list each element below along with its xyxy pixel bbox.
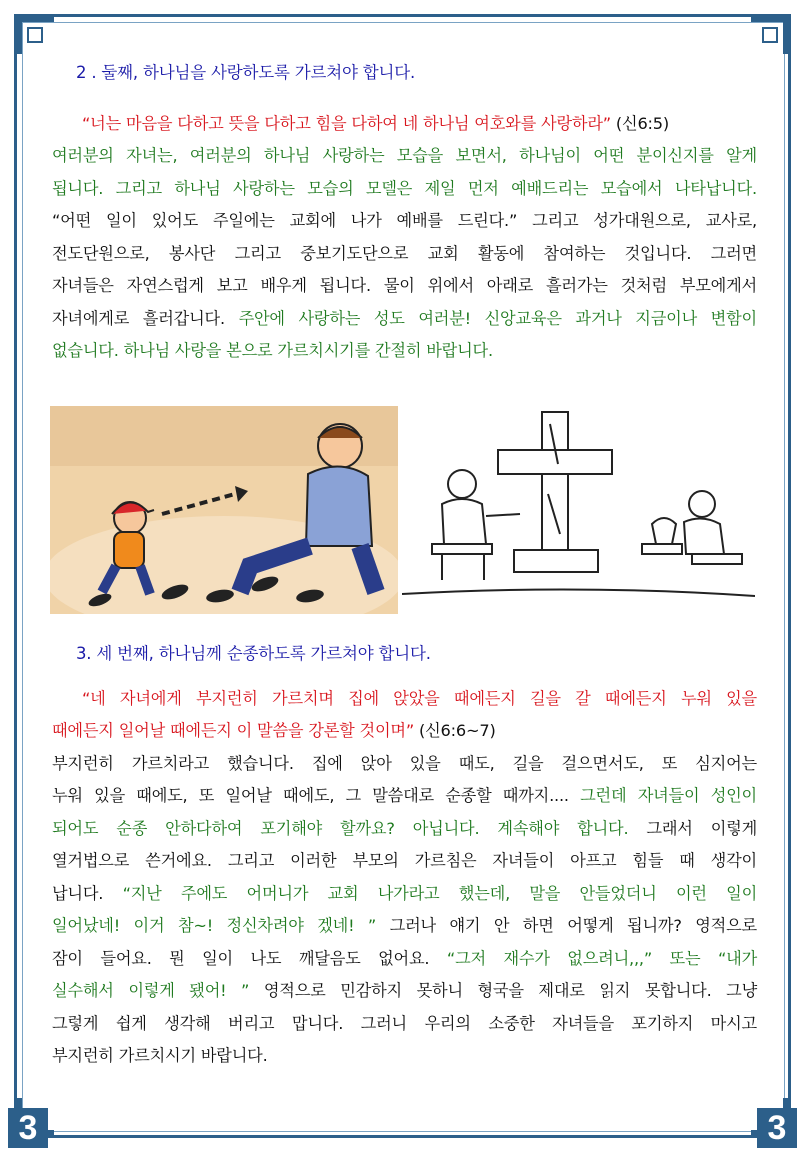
- section3-text-line: [52, 975, 757, 1008]
- section2-text-line: [52, 173, 757, 206]
- section3-text-line: [52, 813, 757, 846]
- section3-text-run: “지난 주에도 어머니가 교회 나가라고 했는데, 말을 안들었더니 이런 일이: [122, 883, 758, 903]
- section3-text-run: (신6:6~7): [414, 721, 496, 740]
- section-2-body: [52, 108, 757, 368]
- section3-text-line: [52, 715, 757, 748]
- section3-text-line: [52, 780, 757, 813]
- section3-text-line: [52, 683, 757, 716]
- section3-text-run: 영적으로 민감하지 못하니 형국을 제대로 읽지 못합니다. 그냥: [249, 981, 758, 1000]
- section2-text-run: 자녀들은 자연스럽게 보고 배우게 됩니다. 물이 위에서 아래로 흘러가는 것처럼 부모에게서: [52, 276, 757, 295]
- section3-text-run: 누워 있을 때에도, 또 일어날 때에도, 그 말씀대로 순종할 때까지....: [52, 786, 581, 805]
- section3-text-run: 열거법으로 쓴거에요. 그리고 이러한 부모의 가르침은 자녀들이 아프고 힘들 때 생각이: [52, 851, 757, 870]
- section3-text-run: 되어도 순종 안하다하여 포기해야 할까요? 아닙니다. 계속해야 합니다.: [52, 818, 629, 838]
- page-number-left: 3: [8, 1108, 48, 1148]
- section3-text-line: [52, 943, 757, 976]
- section2-text-line: [52, 335, 757, 368]
- section2-text-run: 자녀에게로 흘러갑니다.: [52, 308, 239, 328]
- section2-text-line: [52, 238, 757, 271]
- section3-text-line: [52, 748, 757, 781]
- section2-text-line: [52, 205, 757, 238]
- section2-text-run: 주안에 사랑하는 성도 여러분! 신앙교육은 과거나 지금이나 변함이: [238, 308, 757, 328]
- section3-text-line: [52, 878, 757, 911]
- section2-text-run: 여러분의 자녀는, 여러분의 하나님 사랑하는 모습을 보면서, 하나님이 어떤 분이신지를 알게: [52, 146, 757, 165]
- section3-text-line: [52, 845, 757, 878]
- section2-text-run: “어떤 일이 있어도 주일에는 교회에 나가 예배를 드린다.” 그리고 성가대원으로, 교사로,: [52, 211, 757, 230]
- section2-text-run: 없습니다. 하나님 사랑을 본으로 가르치시기를 간절히 바랍니다.: [52, 341, 493, 360]
- section3-text-run: 그러나 얘기 안 하면 어떻게 됩니까? 영적으로: [376, 916, 757, 935]
- section3-text-line: [52, 1008, 757, 1041]
- section2-text-line: [52, 140, 757, 173]
- corner-ornament-top-right: [751, 14, 791, 54]
- corner-ornament-top-left: [14, 14, 54, 54]
- section3-text-run: 납니다.: [52, 883, 123, 903]
- section2-text-run: 전도단원으로, 봉사단 그리고 중보기도단으로 교회 활동에 참여하는 것입니다. 그러면: [52, 243, 757, 263]
- section3-text-run: 그렇게 쉽게 생각해 버리고 맙니다. 그러니 우리의 소중한 자녀들을 포기하지 마시고: [52, 1013, 757, 1033]
- section3-text-run: 실수해서 이렇게 됐어! ”: [52, 981, 250, 1000]
- section3-text-line: [52, 910, 757, 943]
- section-3-heading: 3. 세 번째, 하나님께 순종하도록 가르쳐야 합니다.: [76, 644, 431, 663]
- illustration-carving-cross: [402, 404, 755, 612]
- section-3: [52, 638, 757, 1073]
- section3-text-run: 때에든지 일어날 때에든지 이 말씀을 강론할 것이며”: [52, 721, 415, 740]
- illustration-child-following-father: [50, 406, 398, 614]
- section2-text-line: [52, 303, 757, 336]
- section3-text-run: 부지런히 가르치라고 했습니다. 집에 앉아 있을 때도, 길을 걸으면서도, 또 심지어는: [52, 753, 757, 773]
- section3-text-run: “그저 재수가 없으려니,,,” 또는 “내가: [446, 948, 757, 968]
- section-2: [52, 57, 757, 368]
- section2-text-run: 됩니다. 그리고 하나님 사랑하는 모습의 모델은 제일 먼저 예배드리는 모습에서 나타납니다.: [52, 178, 757, 198]
- section2-text-line: [52, 108, 757, 141]
- section2-text-line: [52, 270, 757, 303]
- page-number-right: 3: [757, 1108, 797, 1148]
- section3-text-run: “네 자녀에게 부지런히 가르치며 집에 앉았을 때에든지 길을 갈 때에든지 누워 있을: [82, 688, 757, 708]
- section3-text-run: 부지런히 가르치시기 바랍니다.: [52, 1046, 268, 1065]
- section3-text-line: [52, 1040, 757, 1073]
- section-2-heading: 2 . 둘째, 하나님을 사랑하도록 가르쳐야 합니다.: [76, 63, 416, 82]
- section3-text-run: 일어났네! 이거 참~! 정신차려야 겠네! ”: [52, 916, 377, 935]
- section3-text-run: 그런데 자녀들이 성인이: [580, 786, 757, 805]
- section-3-body: [52, 683, 757, 1073]
- section3-text-run: 잠이 들어요. 뭔 일이 나도 깨달음도 없어요.: [52, 948, 447, 968]
- section2-text-run: (신6:5): [610, 113, 670, 133]
- section2-text-run: “너는 마음을 다하고 뜻을 다하고 힘을 다하여 네 하나님 여호와를 사랑하라”: [82, 113, 611, 133]
- section3-text-run: 그래서 이렇게: [628, 818, 758, 838]
